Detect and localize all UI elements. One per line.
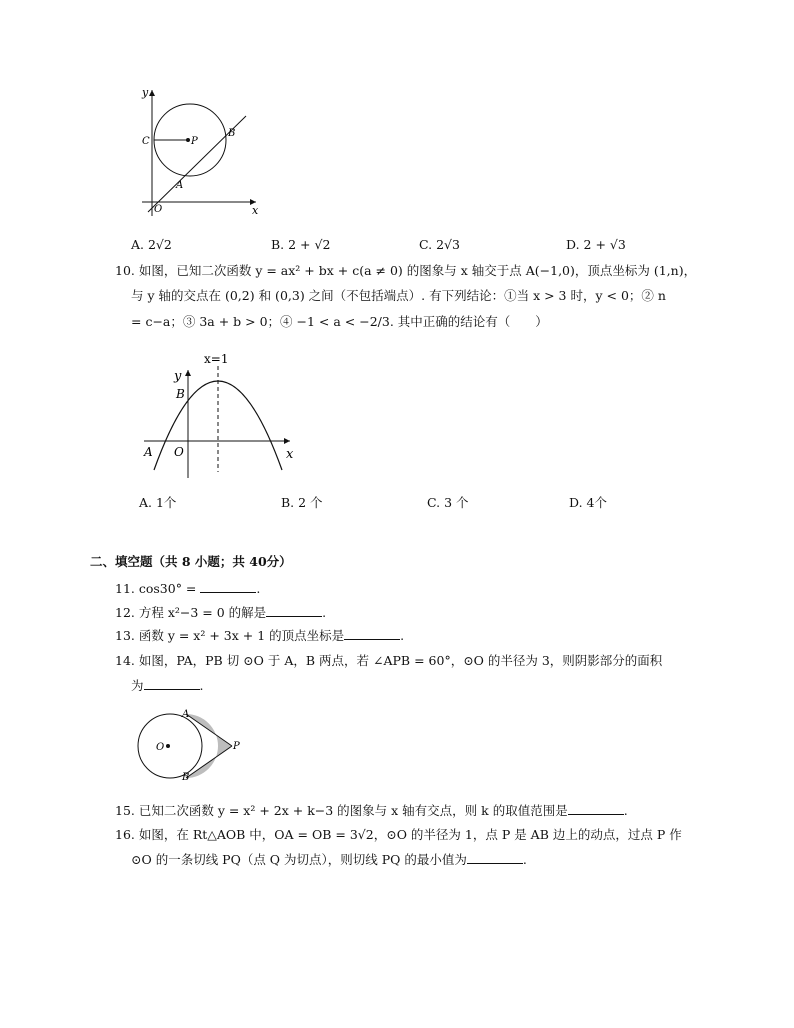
figure-circle-line	[128, 84, 268, 220]
q9-option-c: C. 2√3	[419, 237, 460, 252]
q16-line2	[131, 851, 527, 869]
q14-line2	[131, 677, 204, 695]
label-a: A	[182, 709, 190, 720]
q12-text: 12. 方程 x²−3 = 0 的解是	[115, 605, 267, 620]
label-x: x	[286, 447, 294, 462]
q10-line1: 10. 如图，已知二次函数 y = ax² + bx + c(a ≠ 0) 的图象与 x 轴交于点 A(−1,0)，顶点坐标为 (1,n)，	[115, 263, 697, 278]
period: .	[400, 628, 405, 643]
q10-option-c: C. 3 个	[427, 495, 469, 510]
label-o: O	[154, 204, 163, 215]
q10-option-d: D. 4个	[569, 495, 607, 510]
figure-tangent	[136, 706, 256, 782]
q10-line3: = c−a；③ 3a + b > 0；④ −1 < a < −2/3. 其中正确的结论有（ ）	[131, 314, 548, 329]
label-y: y	[174, 369, 182, 384]
q10-line2: 与 y 轴的交点在 (0,2) 和 (0,3) 之间（不包括端点）. 有下列结论：①当 x > 3 时，y < 0；② n	[131, 288, 666, 303]
label-a: A	[144, 445, 153, 459]
q10-option-a: A. 1个	[139, 495, 177, 510]
q10-option-b: B. 2 个	[281, 495, 323, 510]
q16-line1: 16. 如图，在 Rt△AOB 中，OA = OB = 3√2，⊙O 的半径为 1，点 P 是 AB 边上的动点，过点 P 作	[115, 827, 682, 842]
q16-text: ⊙O 的一条切线 PQ（点 Q 为切点），则切线 PQ 的最小值为	[131, 852, 467, 867]
q14-line1: 14. 如图，PA，PB 切 ⊙O 于 A，B 两点，若 ∠APB = 60°，⊙O 的半径为 3，则阴影部分的面积	[115, 653, 663, 668]
center-point	[186, 138, 190, 142]
figure-parabola	[140, 350, 305, 482]
answer-blank	[144, 677, 200, 690]
tangent-pb	[186, 746, 232, 778]
q9-option-d: D. 2 + √3	[566, 237, 626, 252]
label-y: y	[142, 86, 149, 99]
section-title: 二、填空题（共 8 小题；共 40分）	[90, 554, 292, 569]
label-p: P	[233, 741, 240, 752]
q11	[115, 580, 260, 598]
tangent-pa	[186, 714, 232, 746]
label-x: x	[252, 204, 259, 217]
q15-text: 15. 已知二次函数 y = x² + 2x + k−3 的图象与 x 轴有交点，则 k 的取值范围是	[115, 803, 568, 818]
answer-blank	[467, 851, 523, 864]
label-p: P	[191, 136, 198, 147]
period: .	[199, 678, 204, 693]
q13	[115, 627, 404, 645]
label-b: B	[228, 128, 236, 139]
center-point	[166, 744, 170, 748]
period: .	[256, 581, 261, 596]
label-o: O	[174, 445, 184, 459]
label-a: A	[176, 180, 184, 191]
q9-option-a: A. 2√2	[131, 237, 172, 252]
q9-option-b: B. 2 + √2	[271, 237, 331, 252]
label-o: O	[156, 742, 165, 753]
answer-blank	[568, 802, 624, 815]
period: .	[623, 803, 628, 818]
q13-text: 13. 函数 y = x² + 3x + 1 的顶点坐标是	[115, 628, 345, 643]
q11-text: 11. cos30° =	[115, 581, 197, 596]
label-b: B	[176, 387, 185, 401]
answer-blank	[344, 627, 400, 640]
answer-blank	[266, 604, 322, 617]
period: .	[522, 852, 527, 867]
label-c: C	[142, 136, 150, 147]
q12	[115, 604, 326, 622]
label-b: B	[182, 772, 190, 782]
answer-blank	[200, 580, 256, 593]
q14-text: 为	[131, 678, 144, 693]
period: .	[322, 605, 327, 620]
q15	[115, 802, 628, 820]
label-x1: x=1	[204, 352, 229, 366]
